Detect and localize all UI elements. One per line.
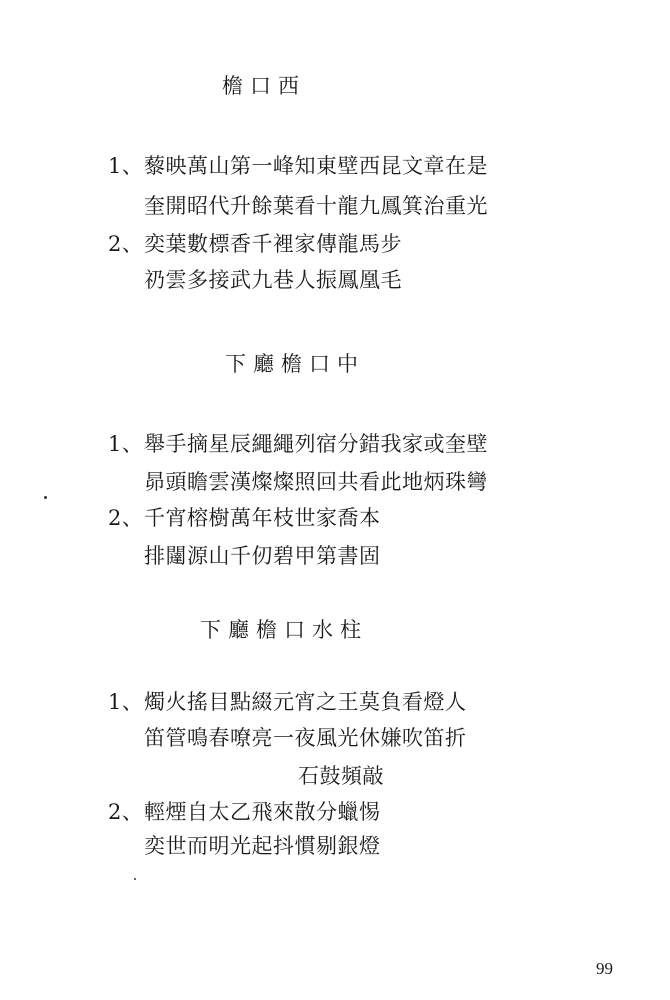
- couplet-text: 奎開昭代升餘葉看十龍九鳳箕治重光: [144, 194, 488, 218]
- couplet-line: [108, 686, 467, 716]
- couplet-number: 1、: [108, 432, 144, 456]
- couplet-number: 2、: [108, 232, 144, 256]
- couplet-text: 石鼓頻敲: [298, 764, 384, 788]
- section-heading: 下廳檐口中: [225, 352, 365, 376]
- couplet-text: 藜映萬山第一峰知東壁西昆文章在是: [144, 154, 488, 178]
- scan-speck: [44, 496, 47, 499]
- scan-speck: [134, 878, 136, 880]
- section-heading: 檐口西: [222, 74, 306, 98]
- couplet-line: [108, 228, 402, 258]
- couplet-text: 千宵榕樹萬年枝世家喬本: [144, 506, 381, 530]
- couplet-text: 舉手摘星辰繩繩列宿分錯我家或奎壁: [144, 432, 488, 456]
- section-heading: 下廳檐口水柱: [200, 618, 368, 642]
- couplet-text: 昴頭瞻雲漢燦燦照回共看此地炳珠彎: [144, 470, 488, 494]
- couplet-text: 輕煙自太乙飛來散分蠟惕: [144, 800, 381, 824]
- couplet-text: 排闥源山千仞碧甲第書固: [144, 544, 381, 568]
- couplet-line: [108, 796, 381, 826]
- couplet-text: 奕葉數標香千裡家傳龍馬步: [144, 232, 402, 256]
- couplet-number: 1、: [108, 690, 144, 714]
- couplet-line: [108, 502, 381, 532]
- couplet-text: 奕世而明光起抖慣剔銀燈: [144, 834, 381, 858]
- couplet-line: [108, 150, 488, 180]
- couplet-text: 礽雲多接武九巷人振鳳凰毛: [144, 268, 402, 292]
- couplet-number: 2、: [108, 800, 144, 824]
- couplet-line: [108, 428, 488, 458]
- couplet-text: 笛管鳴春嘹亮一夜風光休嫌吹笛折: [144, 726, 467, 750]
- couplet-number: 1、: [108, 154, 144, 178]
- couplet-text: 燭火搖目點綴元宵之王莫負看燈人: [144, 690, 467, 714]
- couplet-number: 2、: [108, 506, 144, 530]
- page-number: 99: [596, 959, 613, 978]
